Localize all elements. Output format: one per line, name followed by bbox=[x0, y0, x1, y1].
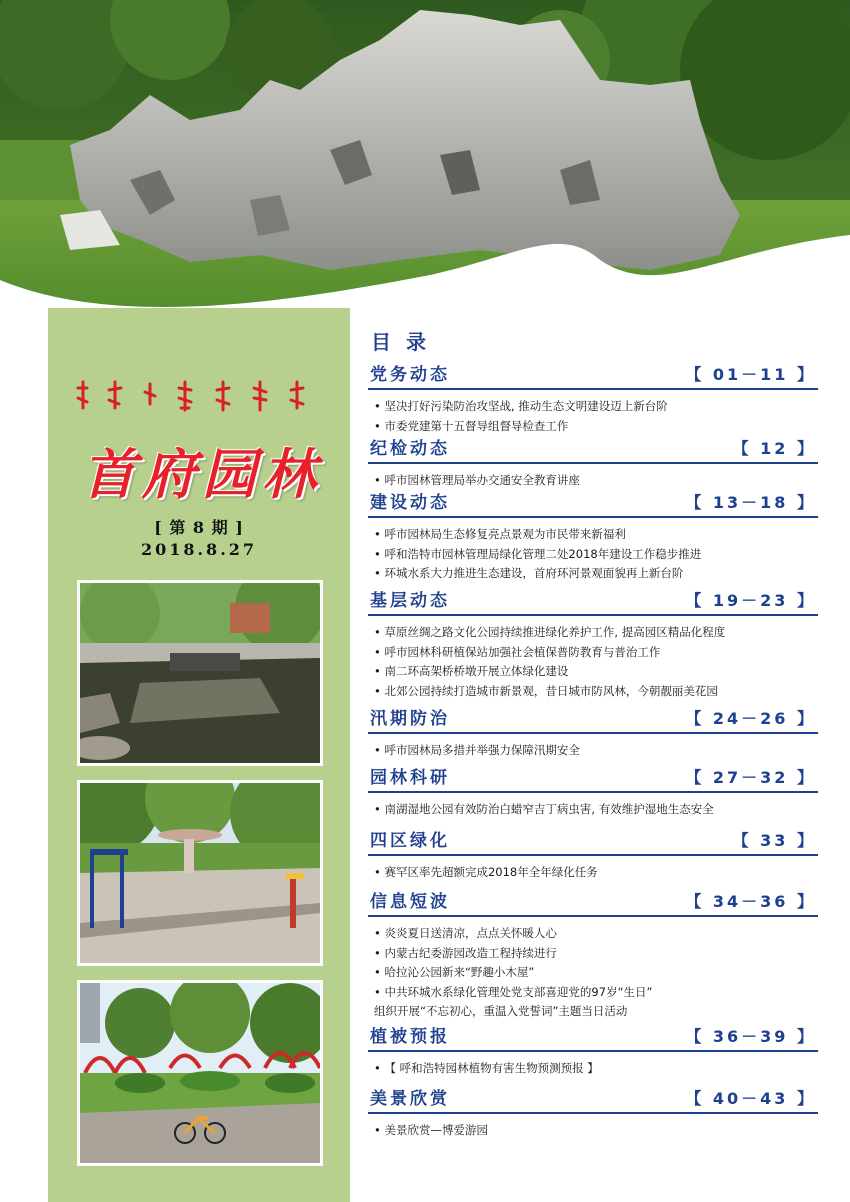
toc-section-flood-control[interactable] bbox=[368, 708, 818, 761]
toc-section-name: 信息短波 bbox=[370, 892, 450, 912]
toc-section-header bbox=[368, 708, 818, 734]
toc-section-name: 纪检动态 bbox=[370, 439, 450, 459]
toc-item[interactable]: • 南湖湿地公园有效防治白蜡窄吉丁病虫害, 有效维护湿地生态安全 bbox=[374, 802, 714, 816]
photo-pond bbox=[77, 580, 323, 766]
toc-item[interactable]: • 呼市园林管理局举办交通安全教育讲座 bbox=[374, 473, 580, 487]
toc-item[interactable]: • 呼和浩特市园林管理局绿化管理二处2018年建设工作稳步推进 bbox=[374, 546, 702, 561]
toc-item[interactable]: 组织开展“不忘初心，重温入党誓词”主题当日活动 bbox=[374, 1004, 628, 1018]
toc-section-name: 基层动态 bbox=[370, 591, 450, 611]
toc-section-pages: 【 40－43 】 bbox=[685, 1089, 816, 1108]
toc-item[interactable]: • 坚决打好污染防治攻坚战, 推动生态文明建设迈上新台阶 bbox=[374, 399, 668, 413]
toc-section-pages: 【 34－36 】 bbox=[685, 892, 816, 911]
toc-section-header bbox=[368, 830, 818, 856]
toc-section-header bbox=[368, 1088, 818, 1114]
journal-title: 首府园林 bbox=[82, 442, 322, 506]
mongolian-title bbox=[75, 378, 325, 414]
toc-section-grassroots[interactable] bbox=[368, 590, 818, 701]
toc-item-list bbox=[368, 1059, 818, 1079]
toc-heading: 目 录 bbox=[371, 330, 430, 354]
toc-item[interactable]: • 草原丝绸之路文化公园持续推进绿化养护工作, 提高园区精品化程度 bbox=[374, 625, 726, 639]
toc-item[interactable]: • 炎炎夏日送清凉，点点关怀暖人心 bbox=[374, 926, 557, 940]
toc-section-pages: 【 01－11 】 bbox=[685, 365, 816, 384]
toc-section-pages: 【 13－18 】 bbox=[685, 493, 816, 512]
toc-item[interactable]: • 中共环城水系绿化管理处党支部喜迎党的97岁“生日” bbox=[374, 984, 653, 999]
toc-section-research[interactable] bbox=[368, 767, 818, 820]
toc-section-district-greening[interactable] bbox=[368, 830, 818, 883]
issue-number: [ 第 8 期 ] bbox=[154, 518, 244, 537]
toc-item-list bbox=[368, 623, 818, 701]
toc-item[interactable]: • 美景欣赏—博爱游园 bbox=[374, 1123, 488, 1137]
toc-section-construction[interactable] bbox=[368, 492, 818, 584]
toc-item[interactable]: • 北郊公园持续打造城市新景观，昔日城市防风林，今朝靓丽美花园 bbox=[374, 683, 718, 698]
toc-item[interactable]: • 内蒙古纪委游园改造工程持续进行 bbox=[374, 945, 557, 960]
toc-section-header bbox=[368, 438, 818, 464]
toc-item[interactable]: • 哈拉沁公园新来“野趣小木屋” bbox=[374, 965, 535, 979]
toc-item-list bbox=[368, 525, 818, 584]
toc-item-list bbox=[368, 397, 818, 436]
toc-section-header bbox=[368, 492, 818, 518]
toc-item[interactable]: • 呼市园林局多措并举强力保障汛期安全 bbox=[374, 743, 580, 757]
toc-item[interactable]: • 市委党建第十五督导组督导检查工作 bbox=[374, 418, 569, 433]
toc-section-pages: 【 24－26 】 bbox=[685, 709, 816, 728]
toc-section-discipline[interactable] bbox=[368, 438, 818, 491]
toc-section-name: 园林科研 bbox=[370, 768, 450, 788]
toc-item[interactable]: • 呼市园林局生态修复亮点景观为市民带来新福利 bbox=[374, 527, 626, 541]
toc-section-name: 四区绿化 bbox=[370, 831, 450, 851]
toc-section-pages: 【 33 】 bbox=[732, 831, 816, 850]
toc-section-header bbox=[368, 364, 818, 390]
toc-item-list bbox=[368, 863, 818, 883]
toc-item-list bbox=[368, 924, 818, 1022]
toc-section-vegetation-forecast[interactable] bbox=[368, 1026, 818, 1079]
toc-item-list bbox=[368, 1121, 818, 1141]
toc-section-header bbox=[368, 1026, 818, 1052]
toc-section-scenery[interactable] bbox=[368, 1088, 818, 1141]
toc-section-header bbox=[368, 767, 818, 793]
toc-item[interactable]: • 赛罕区率先超额完成2018年全年绿化任务 bbox=[374, 865, 598, 879]
hero-photo-rockery bbox=[0, 0, 850, 330]
toc-item-list bbox=[368, 800, 818, 820]
toc-section-pages: 【 27－32 】 bbox=[685, 768, 816, 787]
toc-item[interactable]: • 南二环高架桥桥墩开展立体绿化建设 bbox=[374, 664, 569, 678]
toc-section-name: 党务动态 bbox=[370, 365, 450, 385]
photo-plaza bbox=[77, 780, 323, 966]
toc-section-pages: 【 19－23 】 bbox=[685, 591, 816, 610]
photo-garden-arches bbox=[77, 980, 323, 1166]
toc-section-name: 建设动态 bbox=[370, 493, 450, 513]
toc-section-pages: 【 12 】 bbox=[732, 439, 816, 458]
toc-section-party-news[interactable] bbox=[368, 364, 818, 436]
toc-section-name: 植被预报 bbox=[370, 1027, 450, 1047]
toc-section-news-briefs[interactable] bbox=[368, 891, 818, 1022]
toc-item[interactable]: • 环城水系大力推进生态建设，首府环河景观面貌再上新台阶 bbox=[374, 566, 684, 580]
toc-section-name: 汛期防治 bbox=[370, 709, 450, 729]
toc-section-header bbox=[368, 590, 818, 616]
toc-section-name: 美景欣赏 bbox=[370, 1089, 450, 1109]
toc-item[interactable]: • 呼市园林科研植保站加强社会植保普防教育与普治工作 bbox=[374, 644, 661, 659]
toc-section-header bbox=[368, 891, 818, 917]
toc-section-pages: 【 36－39 】 bbox=[685, 1027, 816, 1046]
issue-date: 2018.8.27 bbox=[140, 540, 258, 559]
toc-item-list bbox=[368, 741, 818, 761]
toc-item[interactable]: • 【 呼和浩特园林植物有害生物预测预报 】 bbox=[374, 1061, 599, 1075]
